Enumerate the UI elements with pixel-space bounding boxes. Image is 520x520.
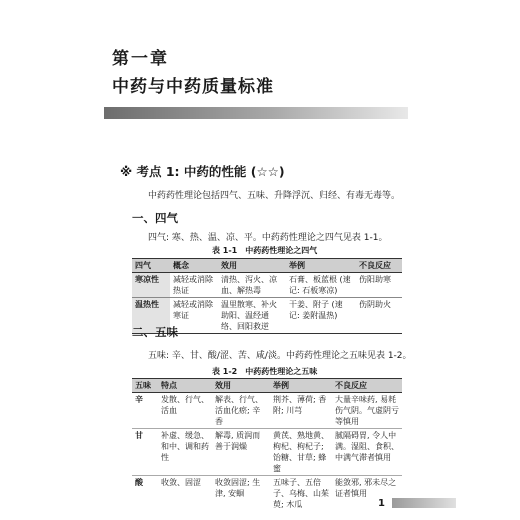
table-cell: 清热、泻火、凉血、解热毒 — [221, 275, 277, 295]
table-row — [132, 429, 402, 476]
column-header: 不良反应 — [332, 379, 402, 393]
column-header: 特点 — [158, 379, 212, 393]
four-qi-paragraph: 四气: 寒、热、温、凉、平。中药药性理论之四气见表 1-1。 — [148, 233, 388, 243]
column-header: 举例 — [286, 259, 356, 273]
table-header-row — [132, 259, 402, 273]
table-cell: 能敛邪, 邪未尽之证者慎用 — [335, 478, 397, 498]
table-cell: 酸 — [135, 478, 143, 487]
column-header: 概念 — [170, 259, 218, 273]
column-header: 四气 — [132, 259, 170, 273]
table-cell: 伤阳助寒 — [359, 275, 391, 284]
table-cell: 辛 — [135, 395, 143, 404]
table-cell: 减轻或消除寒证 — [173, 300, 213, 320]
section-heading: ※ 考点 1: 中药的性能 (☆☆) — [120, 164, 285, 179]
chapter-title: 中药与中药质量标准 — [112, 77, 274, 97]
table1-caption: 表 1-1 中药药性理论之四气 — [212, 246, 318, 255]
table-cell: 五味子、五倍子、乌梅、山茱萸; 木瓜 — [273, 478, 329, 509]
chapter-divider-bar — [104, 107, 408, 119]
table-row — [132, 476, 402, 512]
table-four-qi — [132, 258, 402, 334]
table-row — [132, 393, 402, 429]
column-header: 五味 — [132, 379, 158, 393]
table-cell: 发散、行气、活血 — [161, 395, 209, 415]
table-cell: 干姜、附子 (速记: 姜附温热) — [289, 300, 343, 320]
table-cell: 解表、行气、活血化瘀; 辛香 — [215, 395, 263, 426]
table-cell: 黄芪、熟地黄、枸杞、枸杞子; 饴糖、甘草; 蜂蜜 — [273, 431, 329, 473]
subheading-four-qi: 一、四气 — [132, 211, 178, 225]
page-number: 1 — [378, 498, 385, 509]
subheading-five-flavors: 二、五味 — [132, 325, 178, 339]
table-cell: 温热性 — [132, 298, 170, 334]
column-header: 效用 — [212, 379, 270, 393]
table-cell: 腻隔碍胃, 令人中满。湿阻、食积、中满气滞者慎用 — [335, 431, 399, 462]
table-row — [132, 273, 402, 298]
table-cell: 减轻或消除热证 — [173, 275, 213, 295]
column-header: 不良反应 — [356, 259, 402, 273]
column-header: 举例 — [270, 379, 332, 393]
table-cell: 伤阴助火 — [359, 300, 391, 309]
column-header: 效用 — [218, 259, 286, 273]
table-cell: 温里散寒、补火助阳、温经通络、回阳救逆 — [221, 300, 277, 331]
five-flavors-paragraph: 五味: 辛、甘、酸/涩、苦、咸/淡。中药药性理论之五味见表 1-2。 — [148, 351, 412, 361]
table-cell: 荆芥、薄荷; 香附; 川芎 — [273, 395, 327, 415]
table2-caption: 表 1-2 中药药性理论之五味 — [212, 367, 318, 376]
chapter-number: 第一章 — [112, 49, 169, 69]
page-footer-bar — [392, 498, 456, 508]
table-cell: 补虚、缓急、和中、调和药性 — [161, 431, 209, 462]
table-header-row — [132, 379, 402, 393]
table-five-flavors — [132, 378, 402, 511]
table-cell: 大量辛味药, 易耗伤气阴。气虚阴亏等慎用 — [335, 395, 399, 426]
table-cell: 收敛、固涩 — [161, 478, 201, 487]
table-cell: 解毒, 质润而善于润燥 — [215, 431, 261, 451]
table-cell: 寒凉性 — [132, 273, 170, 298]
table-cell: 甘 — [135, 431, 143, 440]
table-cell: 石膏、板蓝根 (速记: 石板寒凉) — [289, 275, 351, 295]
intro-paragraph: 中药药性理论包括四气、五味、升降浮沉、归经、有毒无毒等。 — [148, 191, 401, 201]
table-cell: 收敛固涩; 生津, 安蛔 — [215, 478, 261, 498]
